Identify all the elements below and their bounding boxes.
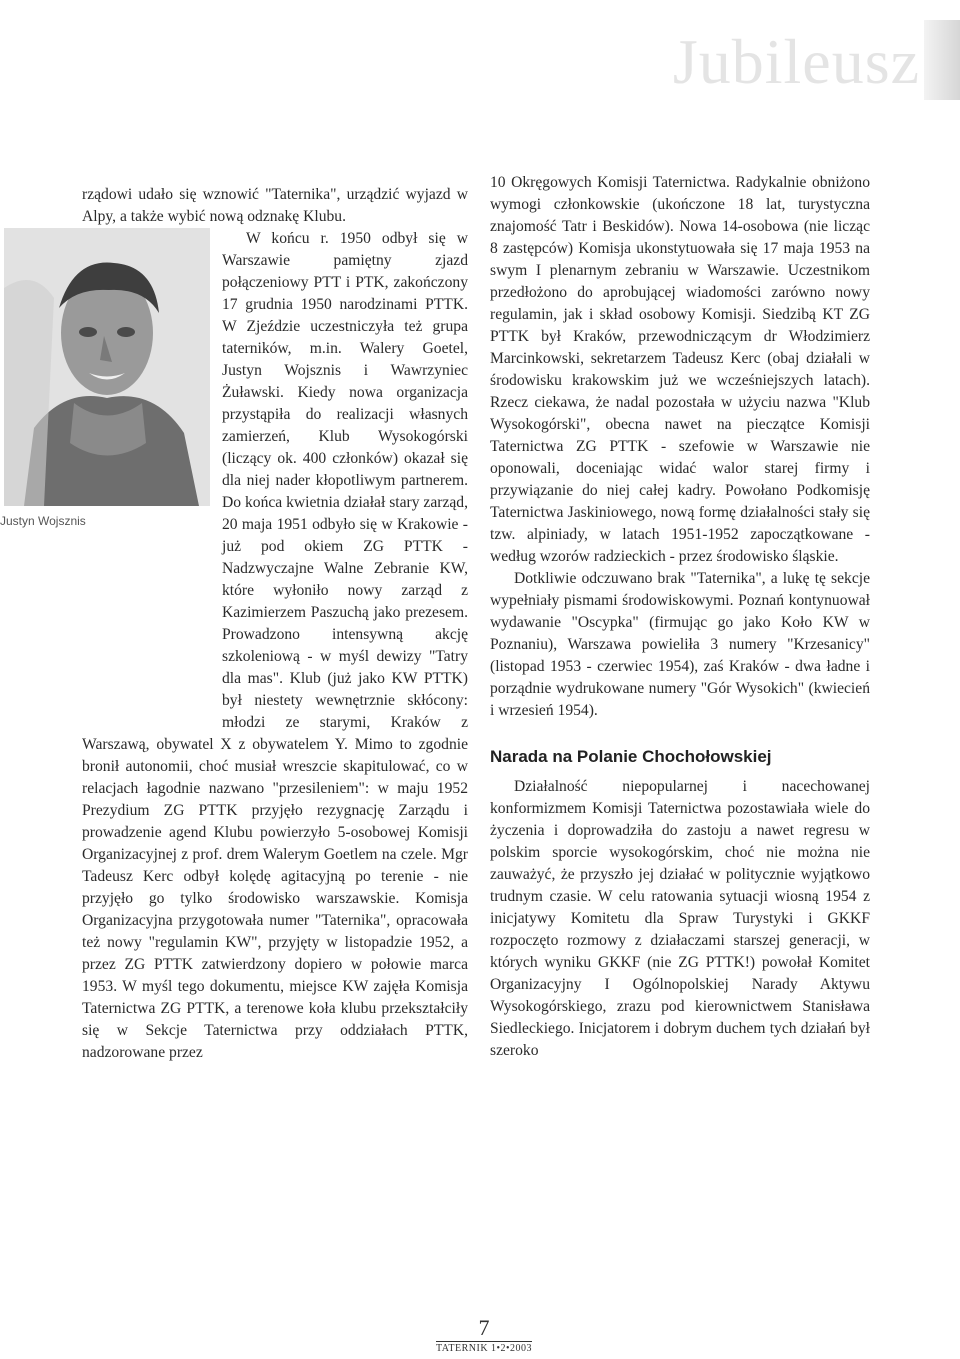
- left-column: [0, 184, 468, 1064]
- paragraph: Dotkliwie odczuwano brak "Taternika", a lukę tę sekcje wypełniały pismami środowiskowymi. Poznań kontynuował wydawanie "Oscypka" (firmując go jako Koło KW w Poznaniu), Warszawa powieliła 3 numery "Krzesanicy" (listopad 1953 - czerwiec 1954), zaś Kraków - dwa ładne i porządnie wydrukowane numery "Gór Wysokich" (kwiecień i wrzesień 1954).: [490, 570, 870, 719]
- section-title: Jubileusz: [672, 26, 920, 97]
- paragraph: rządowi udało się wznowić "Taternika", urządzić wyjazd w Alpy, a także wybić nową odznakę Klubu.: [82, 186, 468, 225]
- paragraph: 10 Okręgowych Komisji Taternictwa. Radykalnie obniżono wymogi członkowskie (ukończone 18 lat, turystyczna znajomość Tatr i Beskidów). Nowa 14-osobowa (nie licząc 8 zastępców) Komisja ukonstytuowała się 17 maja 1953 na swym I plenarnym zebraniu w Warszawie. Uczestnikom przedłożono do aprobującej wiadomości zarówno nowy regulamin, jak i skład osobowy Komisji. Siedzibą KT ZG PTTK był Kraków, przewodniczącym dr Włodzimierz Marcinkowski, sekretarzem Tadeusz Kerc (obaj działali w środowisku krakowskim już we wcześniejszych latach). Rzecz ciekawa, że nadal pozostała w użyciu nazwa "Klub Wysokogórski", obecna nawet na pieczątce Komisji Taternictwa ZG PTTK - szefowie w Warszawie nie oponowali, doceniając widać walor starej firmy i przywiązanie do niej całej kadry. Powołano Podkomisję Taternictwa Jaskiniowego, nową formę działalności stały się tzw. alpiniady, w latach 1951-1952 zapoczątkowane - według wzorów radzieckich - przez środowisko śląskie.: [490, 174, 870, 565]
- subheading: Narada na Polanie Chochołowskiej: [490, 747, 772, 766]
- page-footer: [424, 1315, 544, 1356]
- photo-caption: Justyn Wojsznis: [0, 514, 86, 528]
- portrait-image: [4, 228, 210, 506]
- portrait-photo: [4, 228, 210, 506]
- photo-figure: [0, 228, 212, 724]
- right-column: [490, 172, 870, 1062]
- page-number: 7: [478, 1315, 490, 1340]
- magazine-issue: TATERNIK 1•2•2003: [435, 1343, 533, 1354]
- header-bar: [924, 20, 960, 100]
- paragraph: W końcu r. 1950 odbył się w Warszawie pamiętny zjazd połączeniowy PTT i PTK, zakończony 17 grudnia 1950 narodzinami PTTK. W Zjeździe uczestniczyła też grupa taterników, m.in. Walery Goetel, Justyn Wojsznis i Wawrzyniec Żuławski. Kiedy nowa organizacja przystąpiła do realizacji własnych zamierzeń, Klub Wysokogórski (liczący ok. 400 członków) okazał się dla niej nader kłopotliwym partnerem. Do końca kwietnia działał stary zarząd, 20 maja 1951 odbyło się w Krakowie - już pod okiem ZG PTTK - Nadzwyczajne Walne Zebranie KW, które wyłoniło nowy zarząd z Kazimierzem Paszuchą jako prezesem. Prowadzono intensywną akcję szkoleniową - w myśl dewizy "Tatry dla mas". Klub (już jako KW PTTK) był niestety wewnętrznie skłócony: młodzi ze starymi, Kraków z Warszawą, obywatel X z obywatelem Y. Mimo to zgodnie bronił autonomii, choć musiał wreszcie skapitulować, co w relacjach łagodnie nazwano "przesileniem": w maju 1952 Prezydium ZG PTTK przyjęło rezygnację Zarządu i prowadzenie agend Klubu powierzyło 5-osobowej Komisji Organizacyjnej z prof. drem Walerym Goetlem na czele. Mgr Tadeusz Kerc odbył kolędę agitacyjną po terenie - nie przyjęło go tylko środowisko warszawskie. Komisja Organizacyjna przygotowała numer "Taternika", opracowała też nowy "regulamin KW", przyjęty w listopadzie 1952, a przez ZG PTTK zatwierdzony dopiero w połowie marca 1953. W myśl tego dokumentu, miejsce KW zajęła Komisja Taternictwa ZG PTTK, a terenowe koła klubu przekształciły się w Sekcje Taternictwa przy oddziałach PTTK, nadzorowane przez: [82, 230, 468, 1061]
- paragraph: Działalność niepopularnej i nacechowanej konformizmem Komisji Taternictwa pozostawiała wiele do życzenia i doprowadziła do zastoju a nawet regresu w polskim sporcie wysokogórskim, choć nie można nie zauważyć, że przyszło jej działać w politycznie wyjątkowo trudnym czasie. W celu ratowania sytuacji wiosną 1954 z inicjatywy Komitetu dla Spraw Turystyki i GKKF rozpoczęto rozmowy z działaczami starszej generacji, w których wyniku GKKF (nie ZG PTTK!) powołał Komitet Organizacyjny I Ogólnopolskiej Narady Aktywu Wysokogórskiego, zrazu pod kierownictwem Stanisława Siedleckiego. Inicjatorem i dobrym duchem tych działań był szeroko: [490, 778, 870, 1059]
